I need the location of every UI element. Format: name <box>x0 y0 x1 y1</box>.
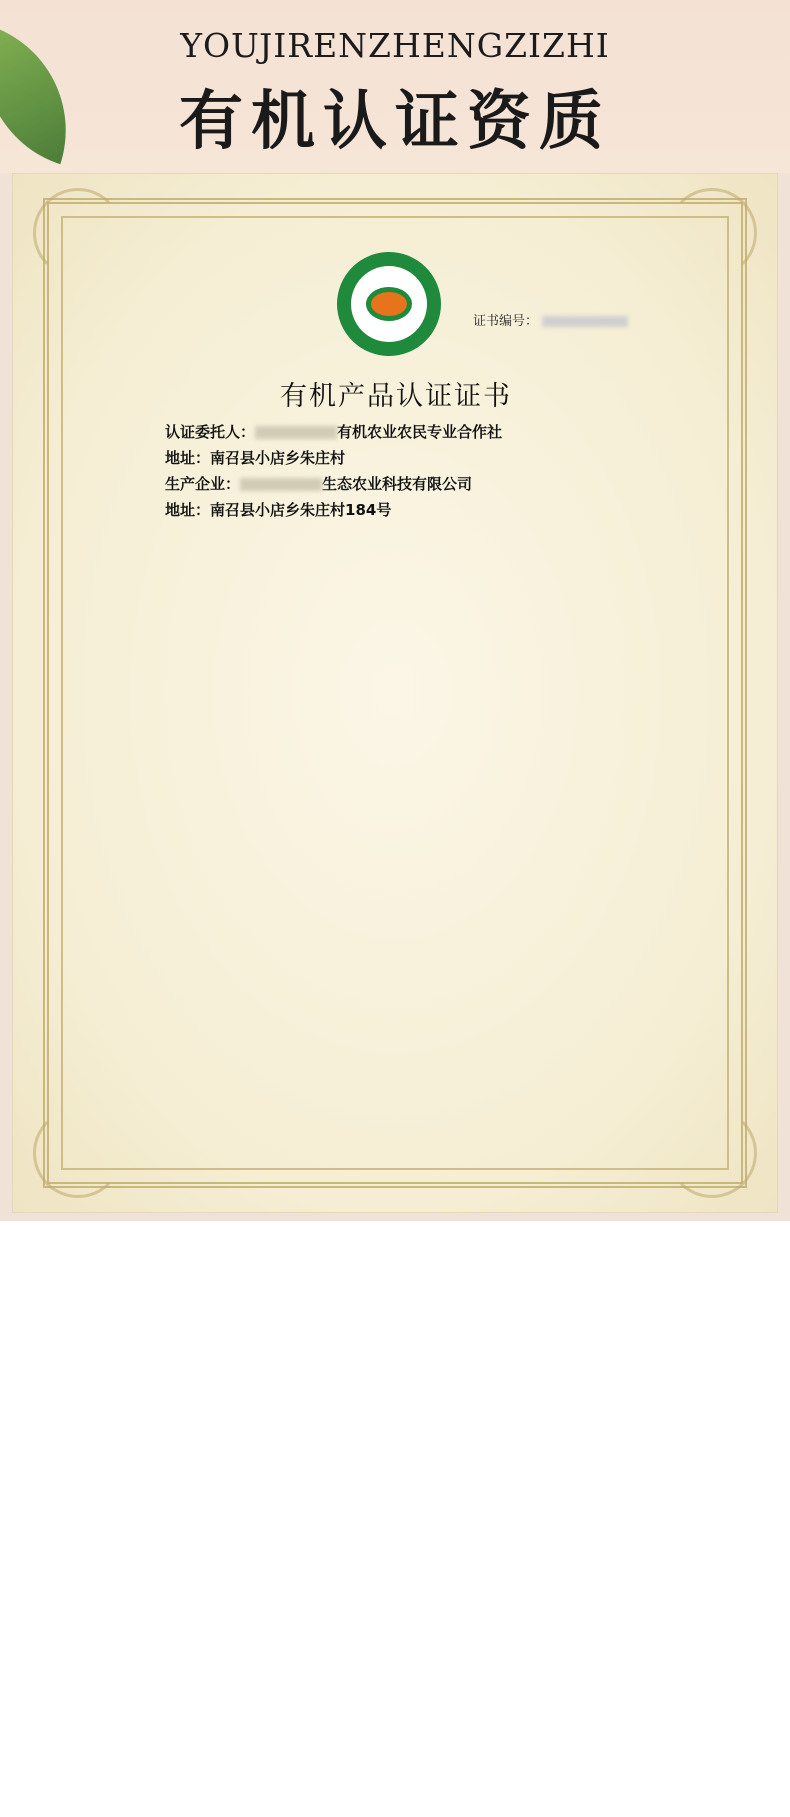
certificate-number: 证书编号： <box>473 310 628 329</box>
banner-title-en: YOUJIRENZHENGZIZHI <box>180 26 610 65</box>
client-field: 认证委托人： 有机农业农民专业合作社 <box>165 423 503 441</box>
ornament-corner-icon <box>33 1108 123 1198</box>
client-address-field: 地址：南召县小店乡朱庄村 <box>165 449 346 467</box>
certificate-title: 有机产品认证证书 <box>280 381 512 412</box>
certificate-section <box>0 173 790 1221</box>
redacted-number <box>542 316 628 327</box>
banner-title-cn: 有机认证资质 <box>179 85 611 159</box>
ornament-corner-icon <box>667 188 757 278</box>
ornament-corner-icon <box>667 1108 757 1198</box>
header-banner <box>0 0 790 173</box>
china-organic-logo <box>337 252 441 356</box>
certificate-border-inner <box>61 216 729 1170</box>
producer-field: 生产企业： 生态农业科技有限公司 <box>165 475 473 493</box>
ornament-corner-icon <box>33 188 123 278</box>
producer-address-field: 地址：南召县小店乡朱庄村184号 <box>165 501 392 519</box>
organic-certificate <box>12 173 778 1213</box>
